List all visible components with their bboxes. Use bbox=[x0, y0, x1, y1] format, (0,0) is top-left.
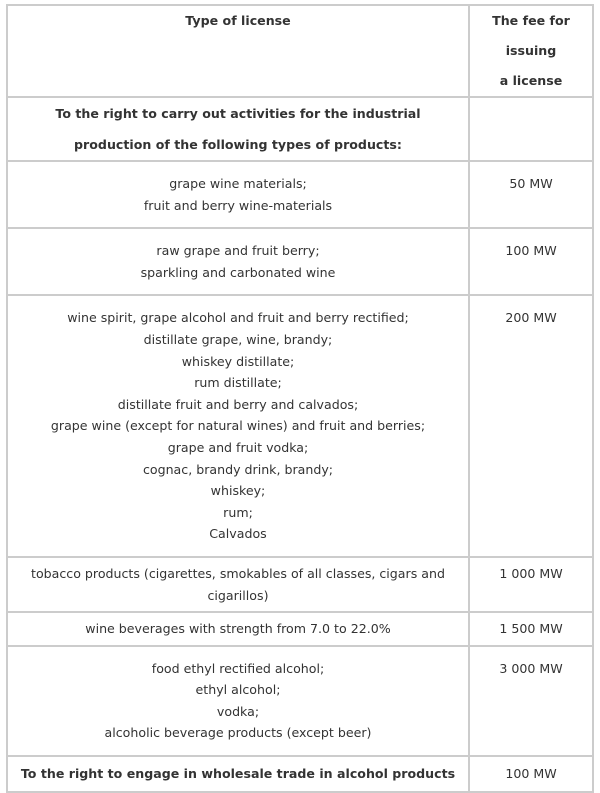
table-row bbox=[7, 161, 593, 228]
product-line: vodka; bbox=[216, 703, 260, 719]
license-type-cell bbox=[7, 557, 469, 612]
license-type-cell bbox=[7, 161, 469, 228]
table-row bbox=[7, 295, 593, 557]
table-row bbox=[7, 228, 593, 295]
product-line: grape and fruit vodka; bbox=[167, 439, 309, 455]
product-line: whiskey; bbox=[210, 483, 266, 499]
product-line: rum; bbox=[223, 504, 253, 520]
product-line: ethyl alcohol; bbox=[195, 682, 281, 698]
table-header-row bbox=[7, 5, 593, 97]
table-row bbox=[7, 557, 593, 612]
product-line: grape wine materials; bbox=[169, 176, 307, 191]
section-fee-empty bbox=[469, 97, 593, 161]
license-type-cell bbox=[7, 612, 469, 646]
product-line: distillate grape, wine, brandy; bbox=[143, 331, 333, 347]
fee-cell bbox=[469, 756, 593, 792]
fee-cell bbox=[469, 295, 593, 557]
product-line: tobacco products (cigarettes, smokables of all classes, cigars and cigarillos) bbox=[31, 565, 445, 603]
fee-cell bbox=[469, 228, 593, 295]
license-fee-table bbox=[6, 4, 594, 793]
product-line: food ethyl rectified alcohol; bbox=[151, 660, 325, 676]
product-line: sparkling and carbonated wine bbox=[140, 264, 336, 280]
fee-cell bbox=[469, 161, 593, 228]
section-industrial-production bbox=[7, 97, 469, 161]
table-row bbox=[7, 646, 593, 756]
product-line: whiskey distillate; bbox=[181, 353, 295, 369]
product-line: wine beverages with strength from 7.0 to 22.0% bbox=[85, 621, 391, 637]
fee-value: 1 000 MW bbox=[499, 565, 563, 581]
license-type-cell bbox=[7, 228, 469, 295]
wholesale-license-cell bbox=[7, 756, 469, 792]
header-fee bbox=[469, 5, 593, 97]
license-type-cell bbox=[7, 646, 469, 756]
fee-value: 100 MW bbox=[505, 243, 557, 259]
fee-value: 1 500 MW bbox=[499, 621, 563, 637]
fee-value: 200 MW bbox=[505, 310, 557, 326]
product-line: raw grape and fruit berry; bbox=[156, 243, 320, 259]
product-line: wine spirit, grape alcohol and fruit and berry rectified; bbox=[67, 310, 409, 326]
fee-cell bbox=[469, 612, 593, 646]
product-line: cognac, brandy drink, brandy; bbox=[142, 461, 334, 477]
fee-cell bbox=[469, 557, 593, 612]
header-fee-line2: a license bbox=[499, 73, 563, 88]
header-type-of-license bbox=[7, 5, 469, 97]
product-line: fruit and berry wine-materials bbox=[143, 197, 333, 213]
wholesale-label: To the right to engage in wholesale trade in alcohol products bbox=[20, 766, 456, 782]
header-fee-line1: The fee for issuing bbox=[492, 13, 570, 58]
header-type-label: Type of license bbox=[185, 13, 291, 28]
section-line1: To the right to carry out activities for the industrial bbox=[55, 106, 421, 121]
wholesale-row bbox=[7, 756, 593, 792]
product-line: grape wine (except for natural wines) and fruit and berries; bbox=[50, 418, 426, 434]
product-line: rum distillate; bbox=[194, 375, 282, 391]
license-type-cell bbox=[7, 295, 469, 557]
fee-cell bbox=[469, 646, 593, 756]
fee-value: 3 000 MW bbox=[499, 660, 563, 676]
section-line2: production of the following types of products: bbox=[74, 137, 402, 152]
table-row bbox=[7, 612, 593, 646]
section-industrial-production-row bbox=[7, 97, 593, 161]
product-line: distillate fruit and berry and calvados; bbox=[117, 396, 359, 412]
fee-value: 50 MW bbox=[509, 176, 553, 191]
product-line: Calvados bbox=[209, 526, 267, 542]
product-line: alcoholic beverage products (except beer) bbox=[104, 725, 372, 741]
fee-value: 100 MW bbox=[505, 766, 557, 782]
